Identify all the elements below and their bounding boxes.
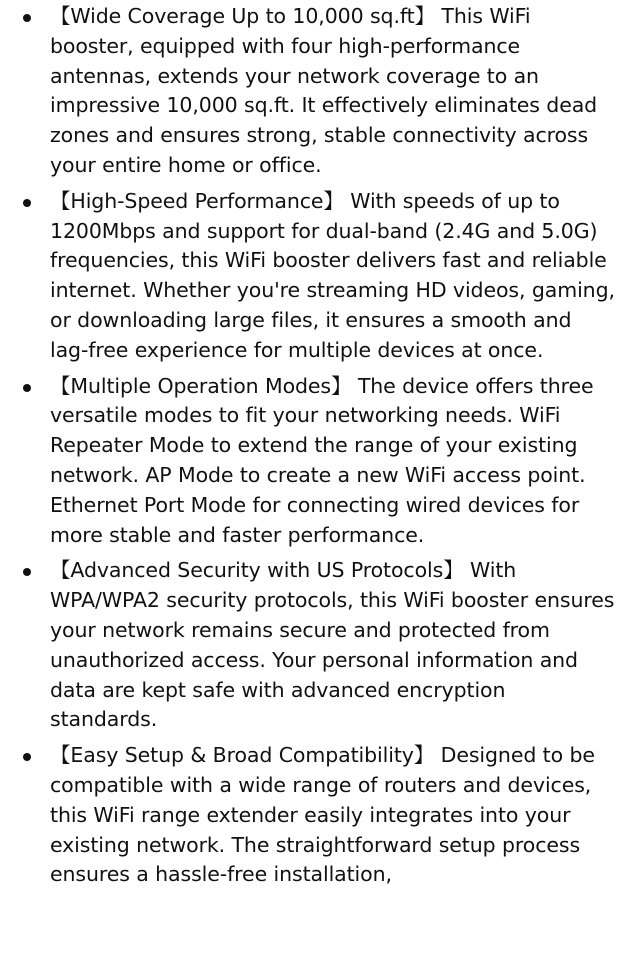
feature-bullet-operation-modes (0, 372, 619, 551)
feature-description: With speeds of up to 1200Mbps and support for dual-band (2.4G and 5.0G) frequencies, this WiFi booster delivers fast and reliable internet. Whether you're streaming HD videos, gaming, or downloading large files, it ensures a smooth and lag-free experience for multiple devices at once. (50, 188, 615, 362)
feature-title: 【Wide Coverage Up to 10,000 sq.ft】 (50, 4, 435, 28)
feature-title: 【Advanced Security with US Protocols】 (50, 558, 464, 583)
feature-bullet-security (0, 556, 619, 735)
feature-bullet-wide-coverage (0, 2, 619, 181)
feature-title: 【Easy Setup & Broad Compatibility】 (50, 743, 435, 768)
bullet-icon (23, 568, 31, 576)
bullet-icon (23, 199, 31, 207)
feature-title: 【High-Speed Performance】 (50, 188, 344, 213)
feature-description: This WiFi booster, equipped with four high-performance antennas, extends your network coverage to an impressive 10,000 sq.ft. It effectively eliminates dead zones and ensures strong, stable connectivity across your entire home or office. (50, 4, 598, 177)
feature-description: The device offers three versatile modes to fit your networking needs. WiFi Repeater Mode to extend the range of your existing network. AP Mode to create a new WiFi access point. Ethernet Port Mode for connecting wired devices for more stable and faster performance. (50, 373, 594, 547)
bullet-icon (23, 753, 31, 761)
feature-title: 【Multiple Operation Modes】 (50, 373, 352, 398)
feature-description: With WPA/WPA2 security protocols, this WiFi booster ensures your network remains secure and protected from unauthorized access. Your personal information and data are kept safe with advanced encryption standards. (50, 558, 615, 732)
bullet-icon (23, 14, 31, 22)
feature-bullet-high-speed (0, 187, 619, 366)
feature-bullet-list (0, 2, 619, 896)
feature-bullet-easy-setup (0, 741, 619, 890)
bullet-icon (23, 384, 31, 392)
feature-description: Designed to be compatible with a wide range of routers and devices, this WiFi range extender easily integrates into your existing network. The straightforward setup process ensures a hassle-free installation, (50, 743, 595, 887)
